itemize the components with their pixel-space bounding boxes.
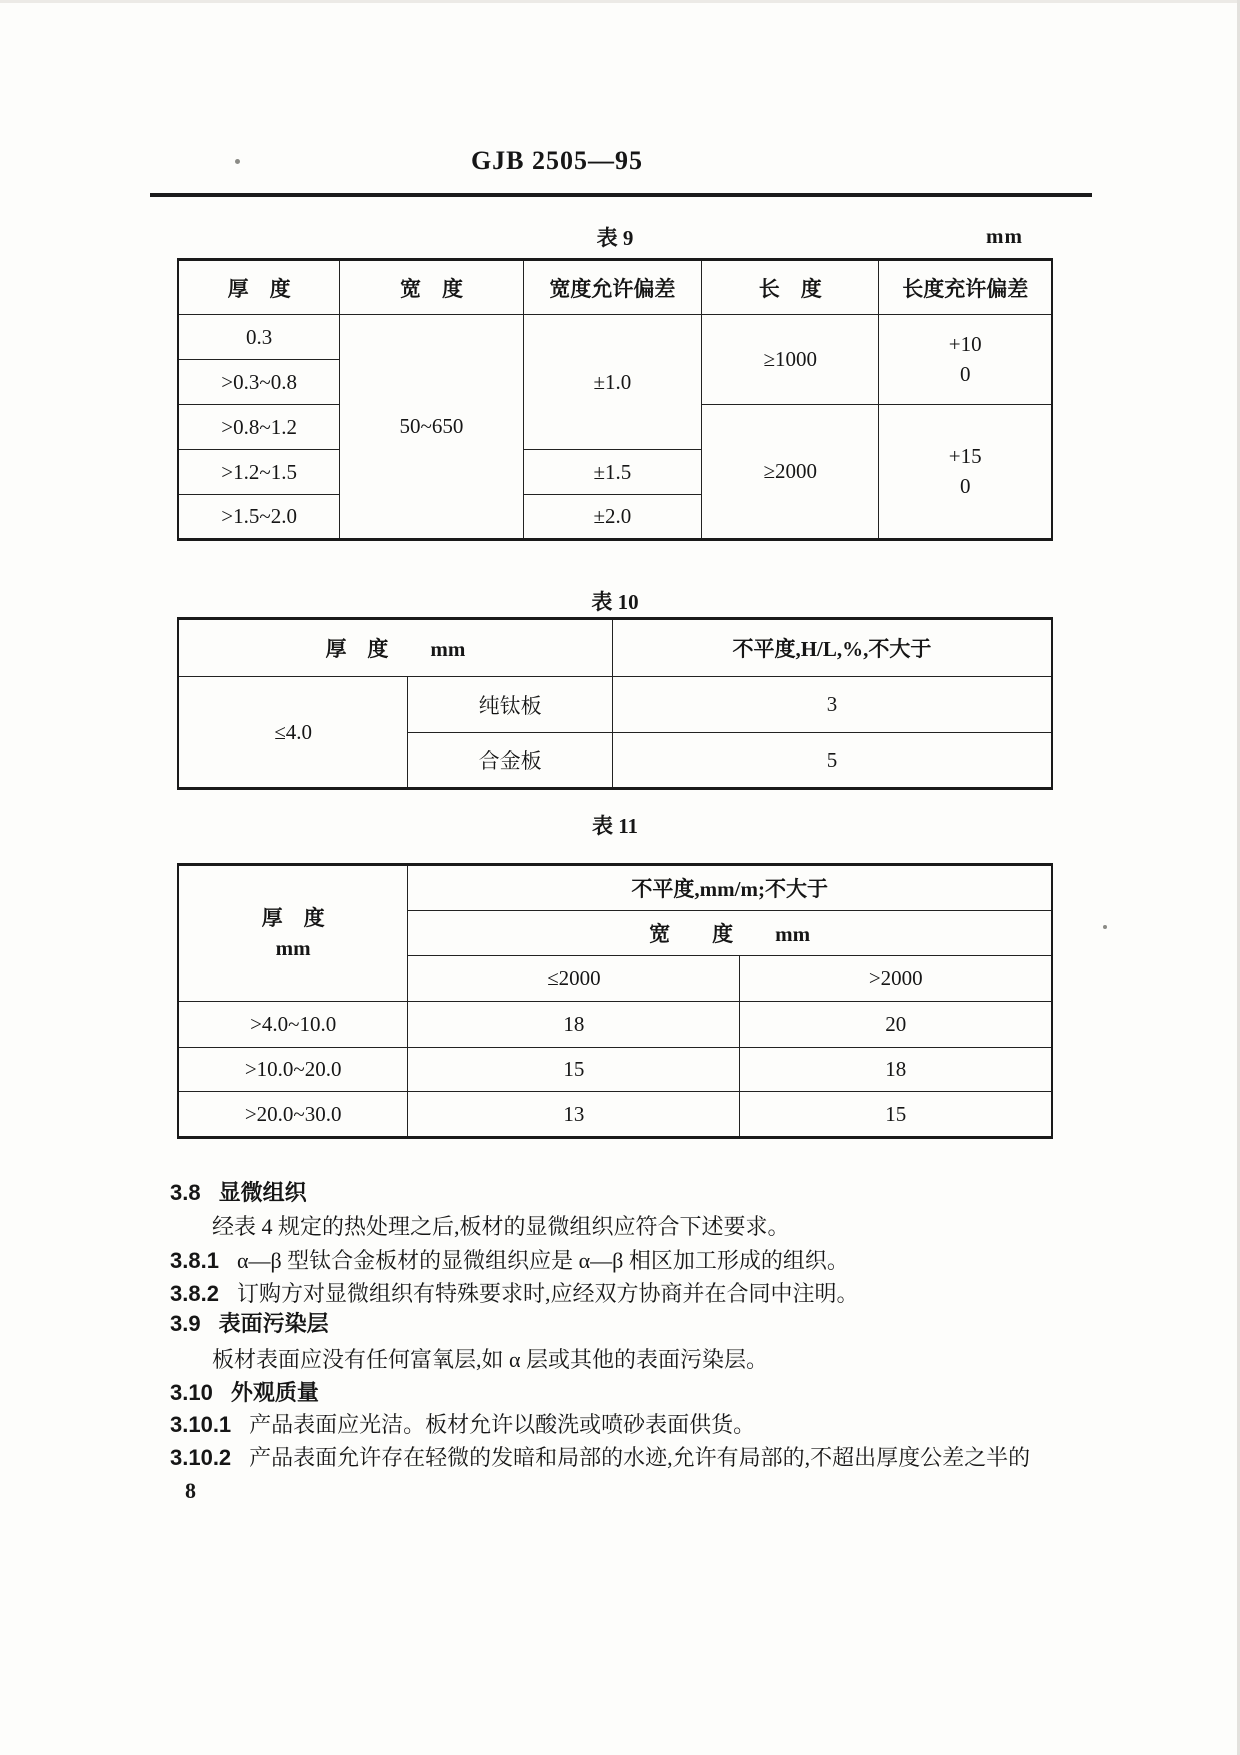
t9-length-dev-1: [879, 315, 1052, 405]
clause-number: 3.10.2: [170, 1445, 232, 1470]
t9-header-length: 长 度: [702, 260, 879, 315]
t10-row2-label: 合金板: [408, 733, 613, 789]
t9-length-dev-2-plus: +15: [948, 444, 982, 469]
t11-header-width: 宽 度 mm: [408, 911, 1052, 956]
t11-row2-v1: 13: [408, 1092, 740, 1138]
clause-title: 外观质量: [230, 1380, 319, 1405]
t11-header-thickness-line1: 厚 度: [261, 906, 325, 931]
table-10: [177, 617, 1053, 790]
clause-number: 3.9: [170, 1311, 201, 1336]
table11-caption: [177, 810, 1053, 840]
t9-thickness-2: >0.8~1.2: [178, 405, 340, 450]
t11-col-le2000: ≤2000: [408, 956, 740, 1002]
scan-speckle: [1103, 925, 1107, 929]
header-rule: [150, 193, 1092, 197]
clause-3-8-body: 经表 4 规定的热处理之后,板材的显微组织应符合下述要求。: [212, 1214, 790, 1239]
table11-title: 表 11: [591, 814, 639, 838]
t9-thickness-1: >0.3~0.8: [178, 360, 340, 405]
t10-thickness: ≤4.0: [178, 677, 408, 789]
t9-length-dev-1-plus: +10: [948, 332, 982, 357]
t9-length-2: ≥2000: [702, 405, 879, 540]
t9-header-length-dev: 长度充许偏差: [879, 260, 1052, 315]
table-row: [178, 1002, 1052, 1048]
t11-row0-v2: 20: [740, 1002, 1052, 1048]
t11-row1-thickness: >10.0~20.0: [178, 1048, 408, 1092]
clause-3-8-2: [170, 1282, 858, 1306]
clause-3-10-heading: [170, 1381, 319, 1405]
t9-length-dev-2-zero: 0: [959, 473, 971, 498]
table-row: [178, 1092, 1052, 1138]
clause-3-8-1: [170, 1249, 849, 1273]
t11-header-thickness-line2: mm: [275, 935, 311, 960]
t11-row0-v1: 18: [408, 1002, 740, 1048]
clause-3-10-1: [170, 1413, 755, 1437]
t9-thickness-0: 0.3: [178, 315, 340, 360]
t9-width-range: 50~650: [340, 315, 524, 540]
t11-header-flatness: 不平度,mm/m;不大于: [408, 865, 1052, 911]
clause-3-10-2: [170, 1446, 1030, 1470]
clause-body: 产品表面应光洁。板材允许以酸洗或喷砂表面供货。: [249, 1412, 756, 1437]
clause-number: 3.8.1: [170, 1248, 219, 1273]
t9-thickness-3: >1.2~1.5: [178, 450, 340, 495]
table10-title: 表 10: [591, 590, 639, 614]
table-9: [177, 258, 1053, 541]
scan-speckle: [235, 159, 240, 164]
t9-width-dev-3: ±2.0: [523, 495, 701, 540]
t10-row1-label: 纯钛板: [408, 677, 613, 733]
clause-title: 显微组织: [218, 1180, 307, 1205]
table9-unit: mm: [986, 224, 1023, 248]
t9-header-width-dev: 宽度允许偏差: [523, 260, 701, 315]
clause-3-9-heading: [170, 1312, 329, 1336]
t10-row1-value: 3: [612, 677, 1052, 733]
t9-header-thickness: 厚 度: [178, 260, 340, 315]
t10-header-thickness: 厚 度 mm: [178, 619, 612, 677]
table-11: [177, 863, 1053, 1139]
t11-row2-v2: 15: [740, 1092, 1052, 1138]
t11-row2-thickness: >20.0~30.0: [178, 1092, 408, 1138]
t10-header-flatness: 不平度,H/L,%,不大于: [612, 619, 1052, 677]
t11-col-gt2000: >2000: [740, 956, 1052, 1002]
t9-width-dev-2: ±1.5: [523, 450, 701, 495]
t11-header-thickness: [178, 865, 408, 1002]
clause-number: 3.10.1: [170, 1412, 232, 1437]
clause-body: 订购方对显微组织有特殊要求时,应经双方协商并在合同中注明。: [236, 1281, 859, 1306]
t9-width-dev-1: ±1.0: [523, 315, 701, 450]
clause-3-9-body: 板材表面应没有任何富氧层,如 α 层或其他的表面污染层。: [212, 1347, 769, 1372]
doc-code-header: GJB 2505—95: [470, 146, 644, 175]
clause-body: 产品表面允许存在轻微的发暗和局部的水迹,允许有局部的,不超出厚度公差之半的: [249, 1445, 1031, 1470]
t9-length-dev-1-zero: 0: [959, 361, 971, 386]
table9-caption: [177, 222, 1053, 252]
clause-3-8-heading: [170, 1181, 307, 1205]
table-row: [178, 1048, 1052, 1092]
clause-number: 3.8.2: [170, 1281, 219, 1306]
t11-row0-thickness: >4.0~10.0: [178, 1002, 408, 1048]
t9-length-dev-2: [879, 405, 1052, 540]
page-number: 8: [185, 1478, 196, 1503]
clause-title: 表面污染层: [218, 1311, 329, 1336]
t9-thickness-4: >1.5~2.0: [178, 495, 340, 540]
t11-row1-v1: 15: [408, 1048, 740, 1092]
clause-body: α—β 型钛合金板材的显微组织应是 α—β 相区加工形成的组织。: [236, 1248, 849, 1273]
t9-length-1: ≥1000: [702, 315, 879, 405]
t9-header-width: 宽 度: [340, 260, 524, 315]
table10-caption: [177, 586, 1053, 616]
clause-number: 3.10: [170, 1380, 213, 1405]
t11-row1-v2: 18: [740, 1048, 1052, 1092]
clause-number: 3.8: [170, 1180, 201, 1205]
table9-title: 表 9: [596, 226, 634, 250]
t10-row2-value: 5: [612, 733, 1052, 789]
